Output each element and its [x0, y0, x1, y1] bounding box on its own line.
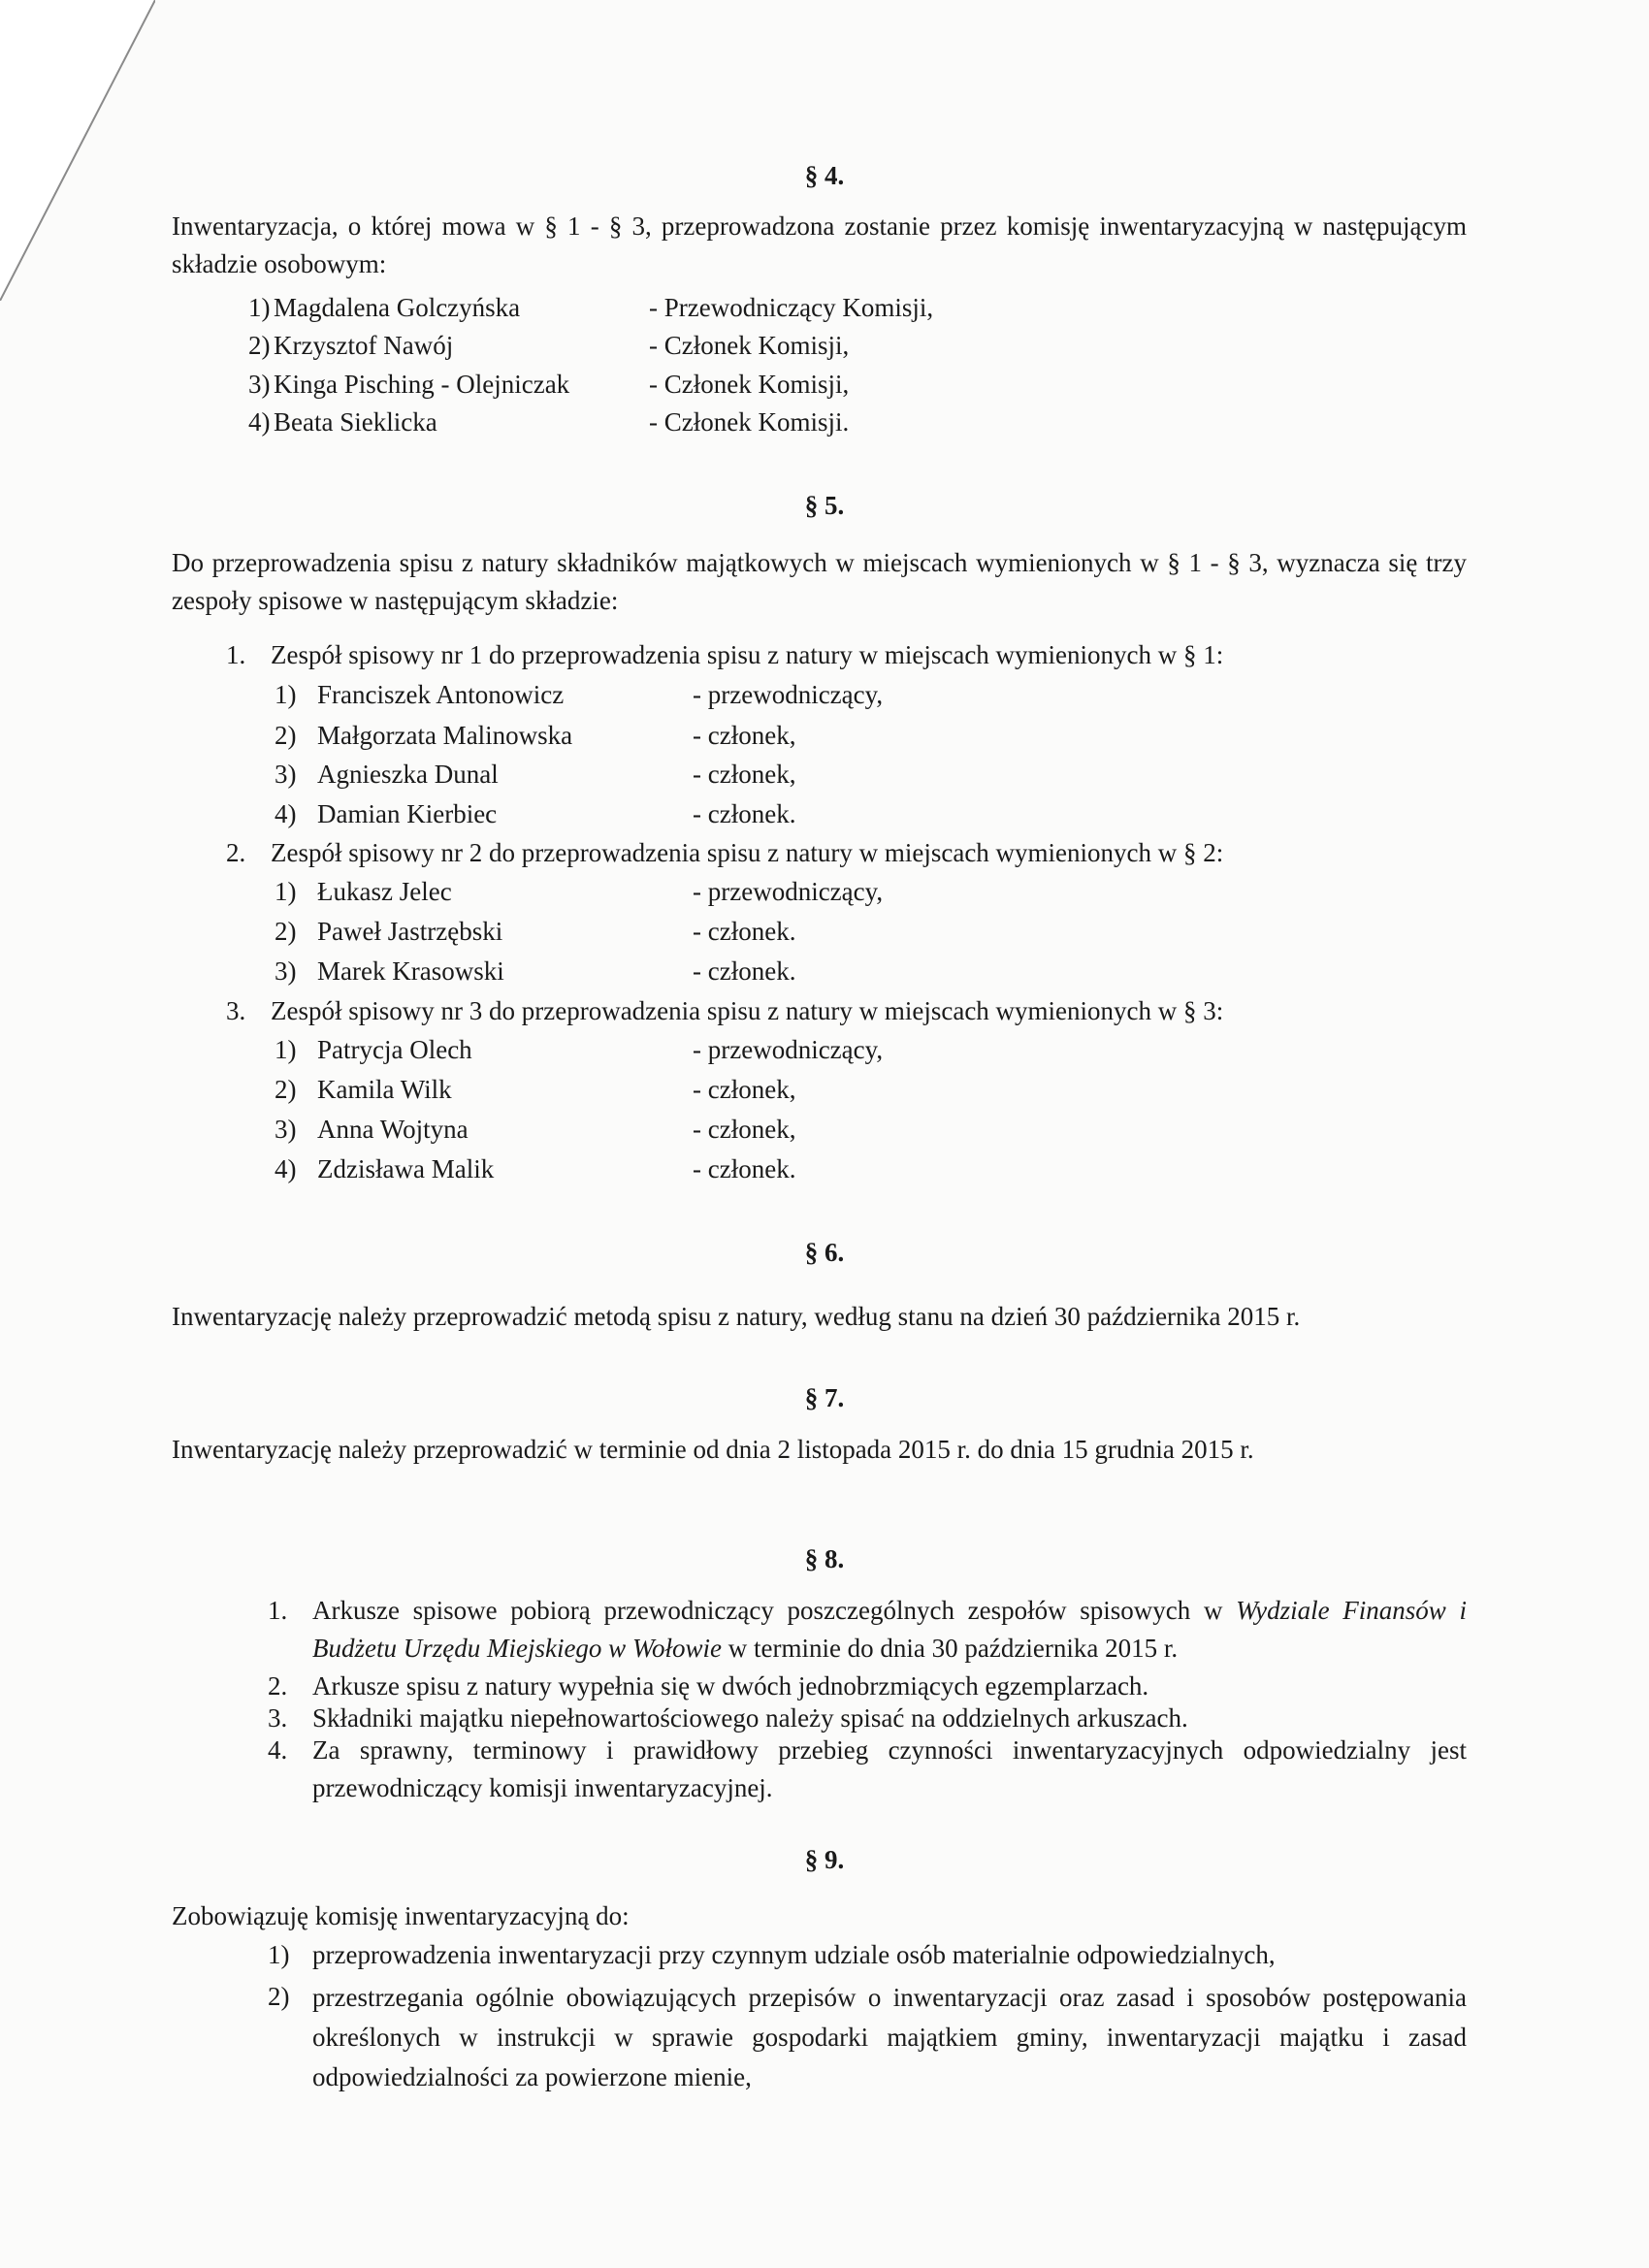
team-title: Zespół spisowy nr 3 do przeprowadzenia spisu z natury w miejscach wymienionych w § 3: — [271, 996, 1224, 1025]
list-item-number: 4) — [248, 407, 271, 437]
section-5-heading: § 5. — [804, 491, 845, 520]
member-role: - członek. — [693, 956, 796, 986]
section-9-item-1: przeprowadzenia inwentaryzacji przy czynnym udziale osób materialnie odpowiedzialnych, — [312, 1940, 1276, 1969]
member-name: Krzysztof Nawój — [274, 331, 454, 360]
section-9-item-2: przestrzegania ogólnie obowiązujących przepisów o inwentaryzacji oraz zasad i sposobów postępowania określonych w instrukcji w sprawie gospodarki majątkiem gminy, inwentaryzacji majątku i zasad odpowiedzialności za powierzone mienie, — [312, 1983, 1467, 2091]
list-item-number: 1. — [268, 1596, 288, 1625]
team-title: Zespół spisowy nr 1 do przeprowadzenia spisu z natury w miejscach wymienionych w § 1: — [271, 640, 1224, 669]
member-name: Łukasz Jelec — [317, 877, 452, 906]
member-role: - członek. — [693, 799, 796, 828]
member-name: Paweł Jastrzębski — [317, 917, 503, 946]
list-item-number: 2) — [275, 1075, 297, 1104]
list-item-number: 1) — [275, 680, 297, 709]
member-name: Damian Kierbiec — [317, 799, 498, 828]
member-name: Kinga Pisching - Olejniczak — [274, 370, 570, 399]
team-number: 3. — [226, 996, 246, 1025]
section-7-text: Inwentaryzację należy przeprowadzić w terminie od dnia 2 listopada 2015 r. do dnia 15 grudnia 2015 r. — [172, 1435, 1254, 1464]
member-role: - członek. — [693, 917, 796, 946]
section-6-text: Inwentaryzację należy przeprowadzić metodą spisu z natury, według stanu na dzień 30 października 2015 r. — [172, 1302, 1301, 1331]
member-name: Kamila Wilk — [317, 1075, 452, 1104]
member-role: - członek, — [693, 1075, 796, 1104]
member-role: - członek, — [693, 1115, 796, 1144]
member-name: Marek Krasowski — [317, 956, 504, 986]
list-item-number: 2) — [268, 1982, 290, 2011]
section-4-heading: § 4. — [804, 161, 845, 190]
list-item-number: 1) — [248, 293, 271, 322]
list-item-number: 2) — [248, 331, 271, 360]
section-7-heading: § 7. — [804, 1383, 845, 1412]
list-item-number: 4) — [275, 799, 297, 828]
list-item-number: 3) — [275, 1115, 297, 1144]
section-8-item-3: Składniki majątku niepełnowartościowego należy spisać na oddzielnych arkuszach. — [312, 1703, 1188, 1733]
member-name: Małgorzata Malinowska — [317, 721, 573, 750]
member-role: - członek. — [693, 1154, 796, 1183]
list-item-number: 4) — [275, 1154, 297, 1183]
member-role: - przewodniczący, — [693, 1035, 884, 1064]
list-item-number: 4. — [268, 1735, 288, 1765]
list-item-number: 2. — [268, 1671, 288, 1701]
member-role: - członek, — [693, 721, 796, 750]
section-5-intro: Do przeprowadzenia spisu z natury składników majątkowych w miejscach wymienionych w § 1 - § 3, wyznacza się trzy zespoły spisowe w następującym składzie: — [172, 548, 1467, 615]
list-item-number: 1) — [275, 877, 297, 906]
section-4-intro: Inwentaryzacja, o której mowa w § 1 - § 3, przeprowadzona zostanie przez komisję inwentaryzacyjną w następującym składzie osobowym: — [172, 211, 1467, 278]
member-role: - Członek Komisji, — [649, 370, 850, 399]
member-name: Agnieszka Dunal — [317, 760, 499, 789]
member-name: Magdalena Golczyńska — [274, 293, 521, 322]
section-8-item-2: Arkusze spisu z natury wypełnia się w dwóch jednobrzmiących egzemplarzach. — [312, 1671, 1149, 1701]
list-item-number: 3. — [268, 1703, 288, 1733]
section-9-intro: Zobowiązuję komisję inwentaryzacyjną do: — [172, 1901, 630, 1930]
member-name: Franciszek Antonowicz — [317, 680, 565, 709]
section-6-heading: § 6. — [804, 1238, 845, 1267]
list-item-number: 2) — [275, 721, 297, 750]
section-8-heading: § 8. — [804, 1544, 845, 1573]
section-8-item-4: Za sprawny, terminowy i prawidłowy przebieg czynności inwentaryzacyjnych odpowiedzialny jest przewodniczący komisji inwentaryzacyjnej. — [312, 1735, 1467, 1802]
member-name: Zdzisława Malik — [317, 1154, 495, 1183]
team-number: 1. — [226, 640, 246, 669]
list-item-number: 1) — [275, 1035, 297, 1064]
list-item-number: 1) — [268, 1940, 290, 1969]
member-role: - członek, — [693, 760, 796, 789]
list-item-number: 2) — [275, 917, 297, 946]
member-name: Anna Wojtyna — [317, 1115, 469, 1144]
list-item-number: 3) — [248, 370, 271, 399]
page-corner-fold — [0, 0, 155, 301]
member-role: - przewodniczący, — [693, 877, 884, 906]
list-item-number: 3) — [275, 760, 297, 789]
team-title: Zespół spisowy nr 2 do przeprowadzenia spisu z natury w miejscach wymienionych w § 2: — [271, 838, 1224, 867]
section-8-item-1: Arkusze spisowe pobiorą przewodniczący poszczególnych zespołów spisowych w Wydziale Finansów i Budżetu Urzędu Miejskiego w Wołowie w terminie do dnia 30 października 2015 r. — [312, 1596, 1467, 1663]
list-item-number: 3) — [275, 956, 297, 986]
member-name: Patrycja Olech — [317, 1035, 472, 1064]
team-number: 2. — [226, 838, 246, 867]
member-role: - Członek Komisji. — [649, 407, 850, 437]
section-9-heading: § 9. — [804, 1845, 845, 1874]
member-name: Beata Sieklicka — [274, 407, 437, 437]
member-role: - Przewodniczący Komisji, — [649, 293, 934, 322]
member-role: - przewodniczący, — [693, 680, 884, 709]
department-name: Wydziale Finansów i Budżetu Urzędu Miejskiego w Wołowie — [312, 1596, 1467, 1663]
member-role: - Członek Komisji, — [649, 331, 850, 360]
